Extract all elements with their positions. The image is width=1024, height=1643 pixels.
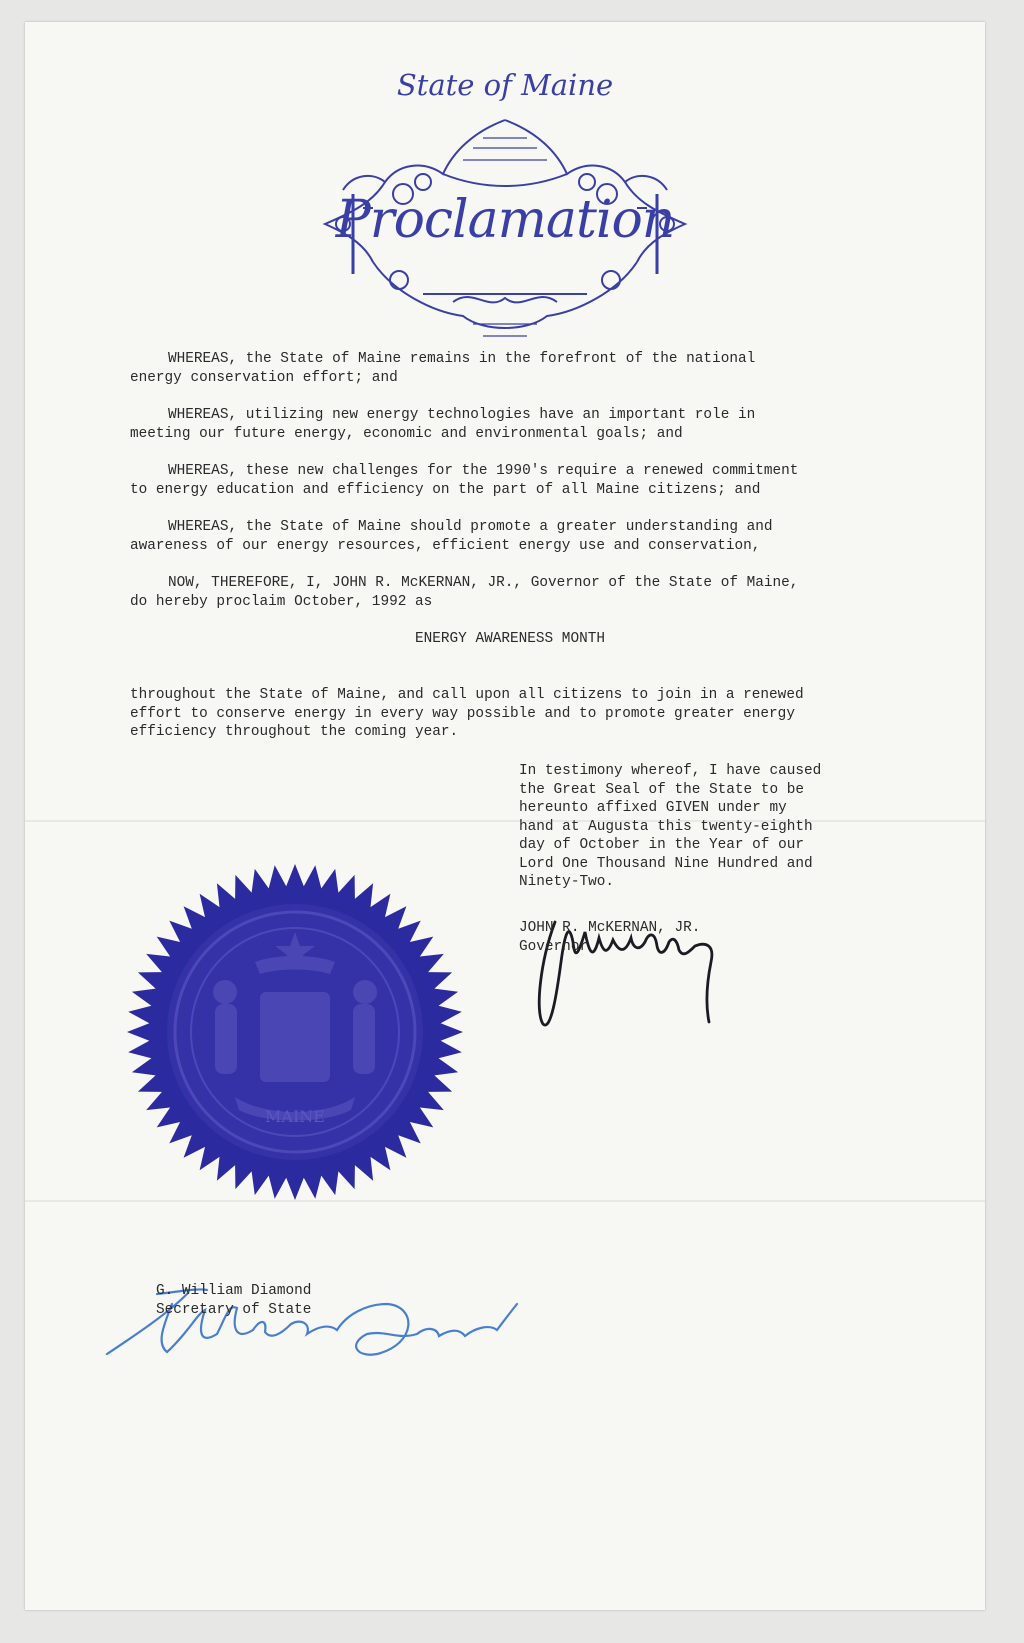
whereas-paragraph-2: WHEREAS, utilizing new energy technologies have an important role in meeting our future energy, economic and environmental goals; and bbox=[130, 407, 756, 442]
proclamation-title: Proclamation bbox=[335, 190, 675, 250]
secretary-block bbox=[156, 1282, 311, 1319]
closing-paragraph: throughout the State of Maine, and call upon all citizens to join in a renewed effort to conserve energy in every way possible and to promote greater energy efficiency throughout the coming year. bbox=[130, 687, 804, 740]
secretary-title: Secretary of State bbox=[156, 1301, 312, 1318]
whereas-paragraph-3: WHEREAS, these new challenges for the 1990's require a renewed commitment to energy education and efficiency on the part of all Maine citizens; and bbox=[130, 463, 799, 498]
whereas-paragraph-1: WHEREAS, the State of Maine remains in the forefront of the national energy conservation effort; and bbox=[130, 351, 756, 386]
proclamation-page bbox=[25, 22, 985, 1610]
therefore-paragraph: NOW, THEREFORE, I, JOHN R. McKERNAN, JR., Governor of the State of Maine, do hereby proclaim October, 1992 as bbox=[130, 575, 799, 610]
governor-name: JOHN R. McKERNAN, JR. bbox=[519, 920, 701, 936]
proclaimed-title: ENERGY AWARENESS MONTH bbox=[415, 631, 605, 647]
state-heading: State of Maine bbox=[396, 68, 614, 102]
governor-title: Governor bbox=[519, 938, 589, 955]
governor-block bbox=[519, 919, 700, 956]
testimony-block: In testimony whereof, I have caused the Great Seal of the State to be hereunto affixed GIVEN under my hand at Augusta this twenty-eighth day of October in the Year of our Lord One Thousand Nine Hundred and Ninety-Two. bbox=[519, 763, 822, 890]
whereas-paragraph-4: WHEREAS, the State of Maine should promote a greater understanding and awareness of our energy resources, efficient energy use and conservation, bbox=[130, 519, 773, 554]
seal-label: MAINE bbox=[265, 1107, 325, 1126]
great-seal-of-maine bbox=[125, 862, 465, 1202]
secretary-name: G. William Diamond bbox=[156, 1283, 312, 1299]
